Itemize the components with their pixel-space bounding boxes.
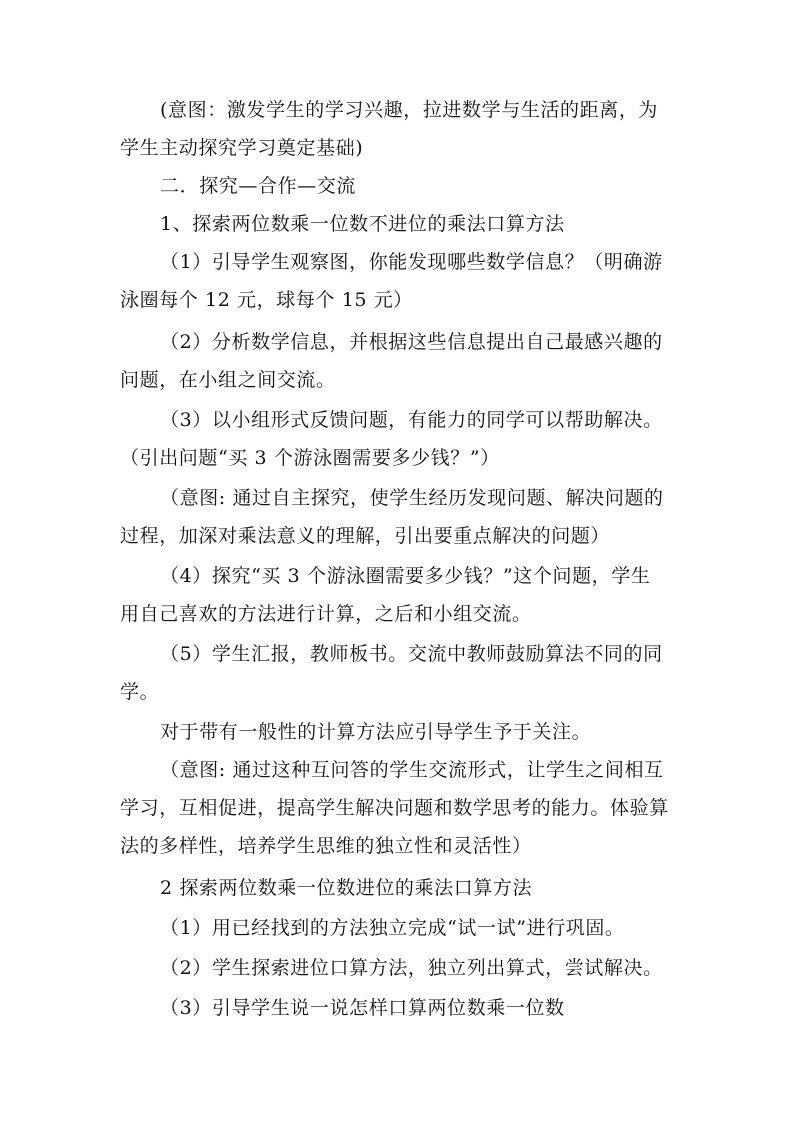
intent-note-line: 过程，加深对乘法意义的理解，引出要重点解决的问题） [120, 525, 611, 547]
intent-note-line: （意图: 通过自主探究，使学生经历发现问题、解决问题的 [160, 487, 664, 509]
intent-note-line: 法的多样性，培养学生思维的独立性和灵活性） [120, 835, 532, 857]
step-line: （5）学生汇报，教师板书。交流中教师鼓励算法不同的同 [160, 643, 663, 665]
section-heading: 二．探究—合作—交流 [160, 175, 357, 197]
step-line: （1）用已经找到的方法独立完成“试一试”进行巩固。 [160, 917, 625, 939]
step-line: （2）分析数学信息，并根据这些信息提出自己最感兴趣的 [160, 331, 663, 353]
step-line: （3）以小组形式反馈问题，有能力的同学可以帮助解决。 [160, 409, 663, 431]
step-line: （2）学生探索进位口算方法，独立列出算式，尝试解决。 [160, 957, 663, 979]
intent-note-line: 学习，互相促进，提高学生解决问题和数学思考的能力。体验算 [120, 797, 669, 819]
step-line: 用自己喜欢的方法进行计算，之后和小组交流。 [120, 603, 532, 625]
paragraph-line: 对于带有一般性的计算方法应引导学生予于关注。 [160, 721, 592, 743]
intent-note-line: 学生主动探究学习奠定基础) [120, 137, 364, 159]
step-line: （1）引导学生观察图，你能发现哪些数学信息？（明确游 [160, 251, 663, 273]
step-line: （引出问题“买 3 个游泳圈需要多少钱？”） [120, 447, 500, 469]
step-line: 学。 [120, 681, 160, 703]
subsection-heading: 1、探索两位数乘一位数不进位的乘法口算方法 [160, 213, 565, 235]
step-line: （4）探究“买 3 个游泳圈需要多少钱？”这个问题，学生 [160, 565, 651, 587]
intent-note-line: (意图：激发学生的学习兴趣，拉进数学与生活的距离，为 [160, 99, 659, 121]
subsection-heading: 2 探索两位数乘一位数进位的乘法口算方法 [160, 877, 533, 899]
intent-note-line: （意图: 通过这种互问答的学生交流形式，让学生之间相互 [160, 759, 664, 781]
step-line: 泳圈每个 12 元，球每个 15 元） [120, 289, 413, 311]
step-line: 问题，在小组之间交流。 [120, 369, 336, 391]
step-line: （3）引导学生说一说怎样口算两位数乘一位数 [160, 997, 565, 1019]
